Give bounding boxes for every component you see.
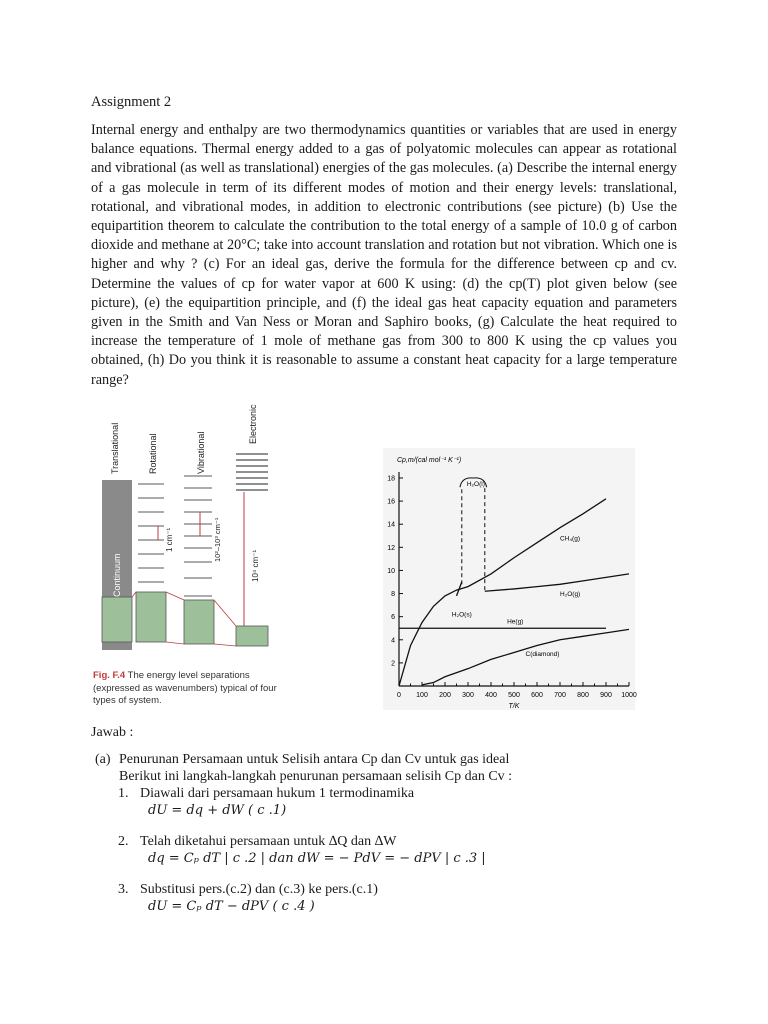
- step-2-text: Telah diketahui persamaan untuk ∆Q dan ∆W: [140, 834, 397, 849]
- y-tick-label: 18: [387, 475, 395, 483]
- x-tick-label: 100: [416, 692, 428, 699]
- series-label: He(g): [507, 618, 524, 626]
- rotational-label: Rotational: [148, 433, 158, 474]
- y-tick-label: 14: [387, 521, 395, 529]
- vibrational-levels: [184, 476, 212, 612]
- y-tick-label: 2: [391, 660, 395, 668]
- x-tick-label: 900: [600, 692, 612, 699]
- x-tick-label: 0: [397, 692, 401, 699]
- x-tick-label: 700: [554, 692, 566, 699]
- electronic-gap-label: 10⁴ cm⁻¹: [251, 549, 260, 582]
- y-tick-label: 8: [391, 591, 395, 599]
- vibrational-zoom-box: [184, 600, 214, 644]
- continuum-label: Continuum: [112, 553, 122, 597]
- answer-a-label: (a): [95, 752, 111, 767]
- y-tick-label: 10: [387, 567, 395, 575]
- step-1-num: 1.: [118, 786, 129, 801]
- electronic-zoom-box: [236, 626, 268, 646]
- x-tick-label: 300: [462, 692, 474, 699]
- y-tick-label: 16: [387, 498, 395, 506]
- step-1-equation: dU = dq + dW ( c .1): [148, 803, 287, 818]
- step-3-num: 3.: [118, 882, 129, 897]
- y-tick-label: 6: [391, 614, 395, 622]
- series-label: CH₄(g): [560, 535, 580, 543]
- step-2-equation: dq = Cₚ dT | c .2 | dan dW = − PdV = − dPV | c .3 |: [148, 851, 486, 866]
- y-tick-label: 12: [387, 544, 395, 552]
- x-tick-label: 200: [439, 692, 451, 699]
- rotational-gap-label: 1 cm⁻¹: [165, 527, 174, 552]
- cp-temperature-chart: [383, 448, 635, 710]
- answer-section: [95, 751, 695, 923]
- answer-a-title: Penurunan Persamaan untuk Selisih antara Cp dan Cv untuk gas ideal: [119, 752, 510, 767]
- answer-a-intro: Berikut ini langkah-langkah penurunan persamaan selisih Cp dan Cv :: [119, 769, 513, 784]
- translational-zoom-box: [102, 597, 132, 642]
- electronic-label: Electronic: [248, 404, 258, 444]
- y-axis-label: Cp,m/(cal mol⁻¹ K⁻¹): [397, 457, 462, 464]
- x-tick-label: 500: [508, 692, 520, 699]
- assignment-paragraph: Internal energy and enthalpy are two thermodynamics quantities or variables that are used in energy balance equations. Thermal energy added to a gas of polyatomic molecules can appear as rotational and vibrational (as well as translational) energies of the gas molecules. (a) Describe the internal energy of a gas molecule in term of its different modes of motion and their energy levels: translational, rotational, and vibrational modes, in addition to electronic contributions (see picture) (b) Use the equipartition theorem to calculate the contribution to the total energy of a sample of 10.0 g of carbon dioxide and methane at 20°C; take into account translation and rotation but not vibration. Which one is higher and why ? (c) For an ideal gas, derive the formula for the difference between cp and cv. Determine the values of cp for water vapor at 600 K using: (d) the cp(T) plot given below (see picture), (e) the equipartition principle, and (f) the ideal gas heat capacity equation and parameters given in the Smith and Van Ness or Moran and Saphiro books, (g) Calculate the heat required to increase the temperature of 1 mole of methane gas from 300 to 800 K using the cp values you obtained, (h) Do you think it is reasonable to assume a constant heat capacity for a large temperature range?: [91, 122, 677, 388]
- figure-caption-label: Fig. F.4: [93, 670, 126, 681]
- electronic-levels: [236, 454, 268, 490]
- assignment-title: Assignment 2: [91, 94, 172, 110]
- step-2-num: 2.: [118, 834, 129, 849]
- series-label: H₂O(l): [466, 481, 485, 489]
- rotational-zoom-box: [136, 592, 166, 642]
- translational-label: Translational: [110, 422, 120, 474]
- x-tick-label: 800: [577, 692, 589, 699]
- step-1-text: Diawali dari persamaan hukum 1 termodinamika: [140, 786, 415, 801]
- y-tick-label: 4: [391, 637, 395, 645]
- series-label: H₂O(g): [560, 590, 581, 598]
- x-tick-label: 1000: [621, 692, 637, 699]
- vibrational-label: Vibrational: [196, 431, 206, 474]
- x-axis-label: T/K: [508, 703, 520, 710]
- step-3-equation: dU = Cₚ dT − dPV ( c .4 ): [148, 899, 315, 914]
- series-label: H₂O(s): [451, 611, 472, 619]
- vibrational-gap-label: 10²–10³ cm⁻¹: [213, 517, 222, 562]
- figure-caption-text: The energy level separations (expressed as wavenumbers) typical of four types of system.: [93, 670, 277, 706]
- energy-levels-figure: [96, 404, 286, 662]
- series-label: C(diamond): [525, 650, 560, 658]
- figure-caption: [93, 670, 293, 708]
- x-tick-label: 600: [531, 692, 543, 699]
- step-3-text: Substitusi pers.(c.2) dan (c.3) ke pers.(c.1): [140, 882, 378, 897]
- answer-heading: Jawab :: [91, 725, 134, 740]
- x-tick-label: 400: [485, 692, 497, 699]
